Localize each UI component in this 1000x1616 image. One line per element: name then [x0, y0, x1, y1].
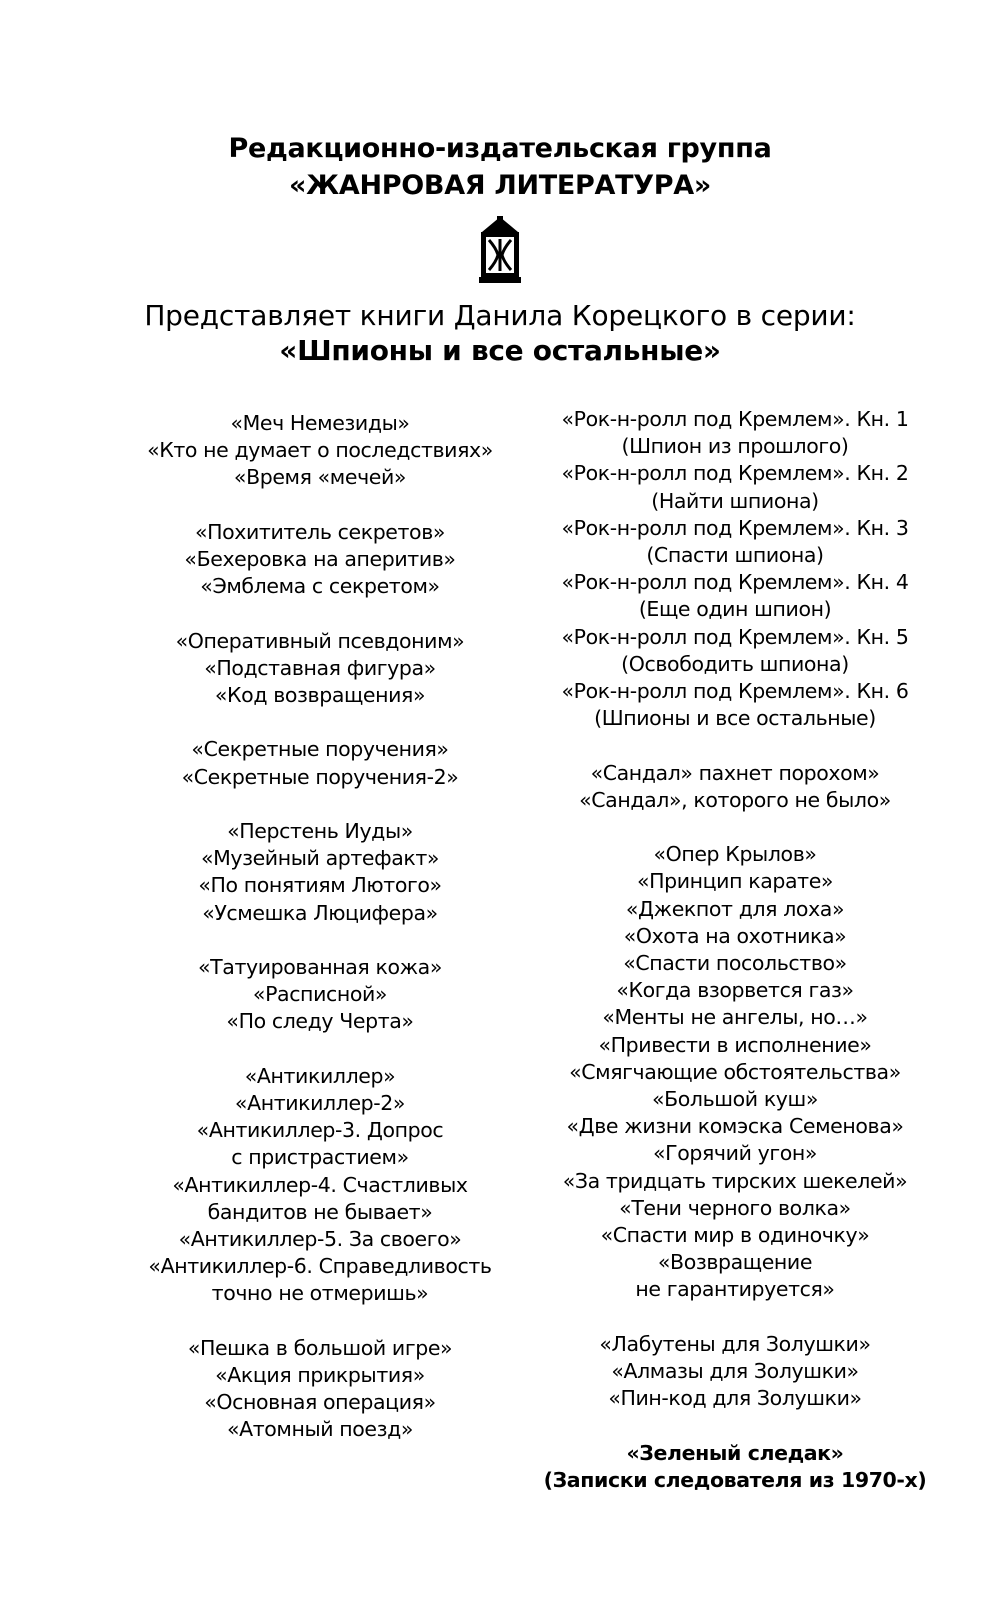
- book-title-line: «Большой куш»: [651, 1087, 819, 1112]
- book-title-line: «Время «мечей»: [233, 465, 407, 490]
- book-title-line: с пристрастием»: [231, 1145, 409, 1170]
- book-title-line: «Сандал» пахнет порохом»: [590, 760, 880, 785]
- book-title-line: «Рок-н-ролл под Кремлем». Кн. 4: [561, 570, 909, 595]
- book-title-line: «Татуированная кожа»: [198, 954, 442, 979]
- book-title-line: «Расписной»: [252, 982, 388, 1007]
- book-title-line: «Лабутены для Золушки»: [599, 1331, 871, 1356]
- book-title-line: «По следу Черта»: [226, 1009, 414, 1034]
- featured-book-group: [530, 1440, 940, 1494]
- book-title-line: «Спасти мир в одиночку»: [600, 1223, 870, 1248]
- book-title-line: «Атомный поезд»: [226, 1417, 414, 1442]
- book-title-line: «Эмблема с секретом»: [200, 574, 440, 599]
- book-title-line: «За тридцать тирских шекелей»: [562, 1168, 908, 1193]
- publisher-group-title: Редакционно-издательская группа: [228, 133, 772, 164]
- book-title-line: (Еще один шпион): [638, 597, 832, 622]
- book-title-line: (Освободить шпиона): [621, 651, 849, 676]
- book-title-line: «Рок-н-ролл под Кремлем». Кн. 1: [561, 407, 909, 431]
- header: [0, 130, 1000, 368]
- book-title-line: (Спасти шпиона): [646, 543, 824, 568]
- book-title-line: «Пешка в большой игре»: [187, 1335, 453, 1360]
- book-title-line: точно не отмеришь»: [211, 1281, 429, 1306]
- book-title-line: «Похититель секретов»: [194, 519, 446, 544]
- book-group: [130, 954, 510, 1036]
- book-title-line: «Когда взорвется газ»: [616, 978, 854, 1003]
- book-title-line: бандитов не бывает»: [207, 1199, 433, 1224]
- book-title-line: «Охота на охотника»: [623, 923, 847, 948]
- book-title-line: «Антикиллер-4. Счастливых: [172, 1172, 468, 1197]
- book-title-line: (Шпион из прошлого): [621, 434, 849, 459]
- book-title-line: «Джекпот для лоха»: [625, 896, 845, 921]
- book-group: [130, 410, 510, 492]
- book-group: [130, 1063, 510, 1308]
- book-title-line: «Рок-н-ролл под Кремлем». Кн. 3: [561, 515, 909, 540]
- book-group: [130, 628, 510, 710]
- book-group: [130, 1335, 510, 1444]
- book-group: [130, 818, 510, 927]
- book-title-line: «Возвращение: [657, 1250, 813, 1275]
- book-title-line: «Основная операция»: [204, 1390, 436, 1415]
- book-title-line: «Антикиллер»: [244, 1063, 396, 1088]
- book-title-line: «Две жизни комэска Семенова»: [566, 1114, 904, 1139]
- book-title-line: не гарантируется»: [635, 1277, 835, 1302]
- book-title-line: «Сандал», которого не было»: [579, 787, 891, 812]
- book-title-line: «Антикиллер-5. За своего»: [178, 1227, 462, 1251]
- book-title-line: «Антикиллер-2»: [234, 1090, 406, 1115]
- featured-book-title-line: (Записки следователя из 1970-х): [543, 1467, 927, 1492]
- series-title: «Шпионы и все остальные»: [279, 334, 721, 367]
- book-title-line: «Менты не ангелы, но…»: [602, 1005, 868, 1030]
- book-title-line: «Алмазы для Золушки»: [611, 1359, 859, 1384]
- lantern-logo-icon: [477, 216, 523, 284]
- book-title-line: «Музейный артефакт»: [200, 846, 440, 871]
- book-group: [530, 406, 940, 732]
- book-title-line: «Секретные поручения»: [191, 737, 449, 762]
- book-title-line: «Перстень Иуды»: [227, 818, 413, 843]
- book-title-line: «Меч Немезиды»: [230, 411, 410, 435]
- book-title-line: «Код возвращения»: [214, 683, 426, 707]
- book-title-line: «По понятиям Лютого»: [198, 873, 442, 898]
- book-title-line: «Привести в исполнение»: [598, 1032, 872, 1057]
- book-group: [530, 1331, 940, 1413]
- book-title-line: (Найти шпиона): [651, 488, 819, 513]
- book-title-line: «Антикиллер-6. Справедливость: [148, 1254, 492, 1279]
- featured-book-title-line: «Зеленый следак»: [626, 1440, 844, 1465]
- book-title-line: «Рок-н-ролл под Кремлем». Кн. 6: [561, 679, 909, 704]
- book-title-line: «Бехеровка на аперитив»: [184, 547, 456, 571]
- right-book-list: [530, 406, 940, 1494]
- left-book-list: [130, 410, 510, 1444]
- publisher-imprint-name: «ЖАНРОВАЯ ЛИТЕРАТУРА»: [288, 170, 712, 201]
- book-title-line: «Опер Крылов»: [653, 842, 817, 867]
- book-title-line: «Тени черного волка»: [619, 1195, 851, 1220]
- book-title-line: (Шпионы и все остальные): [594, 706, 876, 731]
- book-title-line: «Кто не думает о последствиях»: [147, 438, 493, 463]
- series-intro: Представляет книги Данила Корецкого в серии:: [144, 299, 856, 332]
- book-title-line: «Секретные поручения-2»: [181, 764, 459, 789]
- book-title-line: «Рок-н-ролл под Кремлем». Кн. 5: [561, 624, 909, 649]
- book-title-line: «Акция прикрытия»: [215, 1363, 425, 1387]
- book-title-line: «Горячий угон»: [653, 1141, 817, 1166]
- book-title-line: «Принцип карате»: [636, 869, 834, 894]
- book-title-line: «Смягчающие обстоятельства»: [569, 1059, 901, 1084]
- book-title-line: «Спасти посольство»: [623, 951, 847, 976]
- book-title-line: «Подставная фигура»: [204, 655, 436, 680]
- book-group: [130, 519, 510, 601]
- book-title-line: «Рок-н-ролл под Кремлем». Кн. 2: [561, 461, 909, 486]
- book-title-line: «Пин-код для Золушки»: [608, 1386, 862, 1411]
- book-group: [530, 760, 940, 814]
- book-title-line: «Оперативный псевдоним»: [175, 628, 465, 653]
- book-group: [530, 841, 940, 1303]
- book-group: [130, 736, 510, 790]
- book-title-line: «Антикиллер-3. Допрос: [196, 1118, 444, 1143]
- book-title-line: «Усмешка Люцифера»: [202, 900, 438, 925]
